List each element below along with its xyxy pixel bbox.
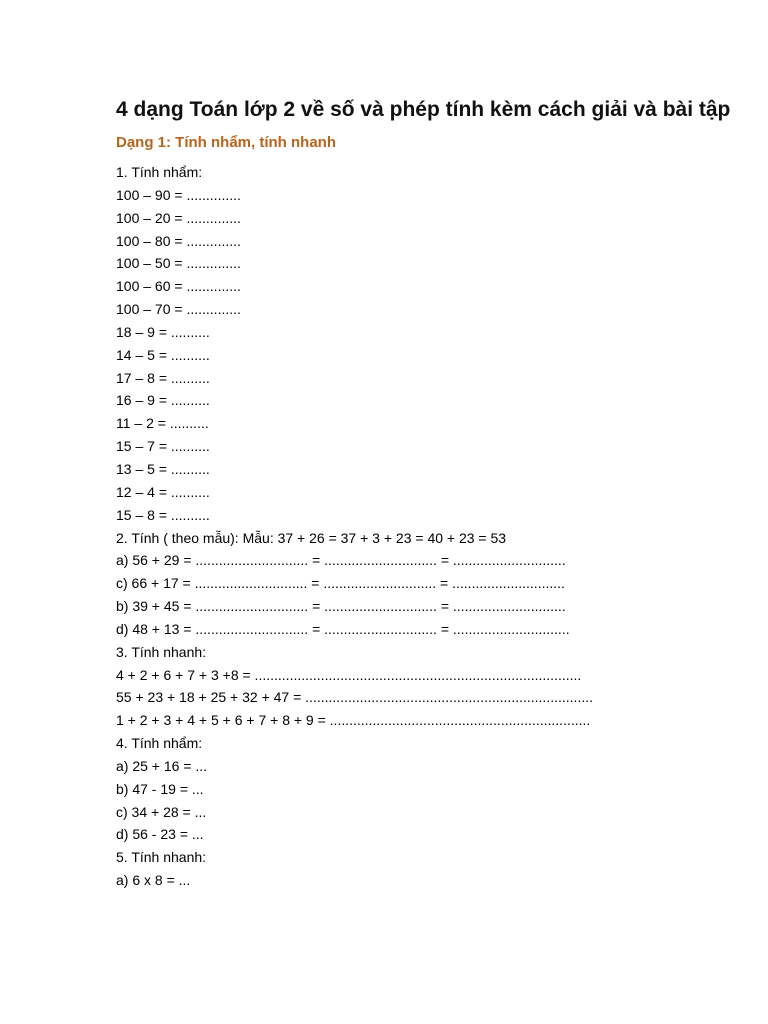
- exercise-line: a) 56 + 29 = ............................. = ............................. = .............................: [116, 552, 566, 569]
- exercise-line: b) 47 - 19 = ...: [116, 780, 204, 797]
- exercise-line: 100 – 80 = ..............: [116, 232, 241, 249]
- exercise-line: 4 + 2 + 6 + 7 + 3 +8 = ....................................................................................: [116, 666, 582, 683]
- exercise-line: 12 – 4 = ..........: [116, 483, 210, 500]
- exercise-line: 3. Tính nhanh:: [116, 643, 207, 660]
- exercise-line: 100 – 90 = ..............: [116, 186, 241, 203]
- exercise-line: a) 6 x 8 = ...: [116, 872, 191, 889]
- exercise-line: 4. Tính nhẩm:: [116, 735, 203, 752]
- exercise-line: 18 – 9 = ..........: [116, 323, 210, 340]
- exercise-line: b) 39 + 45 = ............................. = ............................. = .............................: [116, 598, 566, 615]
- exercise-line: 15 – 7 = ..........: [116, 438, 210, 455]
- exercise-line: a) 25 + 16 = ...: [116, 757, 208, 774]
- exercise-line: d) 48 + 13 = ............................. = ............................. = ..............................: [116, 620, 570, 637]
- exercise-line: c) 34 + 28 = ...: [116, 803, 207, 820]
- exercise-line: 100 – 60 = ..............: [116, 278, 241, 295]
- exercise-line: 2. Tính ( theo mẫu): Mẫu: 37 + 26 = 37 + 3 + 23 = 40 + 23 = 53: [116, 529, 507, 546]
- exercise-line: 1 + 2 + 3 + 4 + 5 + 6 + 7 + 8 + 9 = ...................................................................: [116, 712, 591, 729]
- exercise-line: c) 66 + 17 = ............................. = ............................. = .............................: [116, 575, 565, 592]
- exercise-line: 100 – 70 = ..............: [116, 301, 241, 318]
- document-title: 4 dạng Toán lớp 2 về số và phép tính kèm cách giải và bài tập: [116, 98, 731, 121]
- exercise-line: 1. Tính nhẩm:: [116, 164, 203, 180]
- section-heading: Dạng 1: Tính nhẩm, tính nhanh: [116, 134, 336, 151]
- exercise-line: d) 56 - 23 = ...: [116, 826, 204, 843]
- exercise-line: 100 – 20 = ..............: [116, 209, 241, 226]
- exercise-line: 100 – 50 = ..............: [116, 255, 241, 272]
- exercise-line: 16 – 9 = ..........: [116, 392, 210, 409]
- exercise-line: 13 – 5 = ..........: [116, 460, 210, 477]
- exercise-line: 15 – 8 = ..........: [116, 506, 210, 523]
- exercise-line: 14 – 5 = ..........: [116, 346, 210, 363]
- exercise-line: 17 – 8 = ..........: [116, 369, 210, 386]
- exercise-line: 11 – 2 = ..........: [116, 415, 209, 432]
- exercise-line: 5. Tính nhanh:: [116, 849, 207, 866]
- exercise-line: 55 + 23 + 18 + 25 + 32 + 47 = ..........................................................................: [116, 689, 593, 706]
- document-page: [116, 96, 736, 892]
- exercise-list: [116, 161, 736, 892]
